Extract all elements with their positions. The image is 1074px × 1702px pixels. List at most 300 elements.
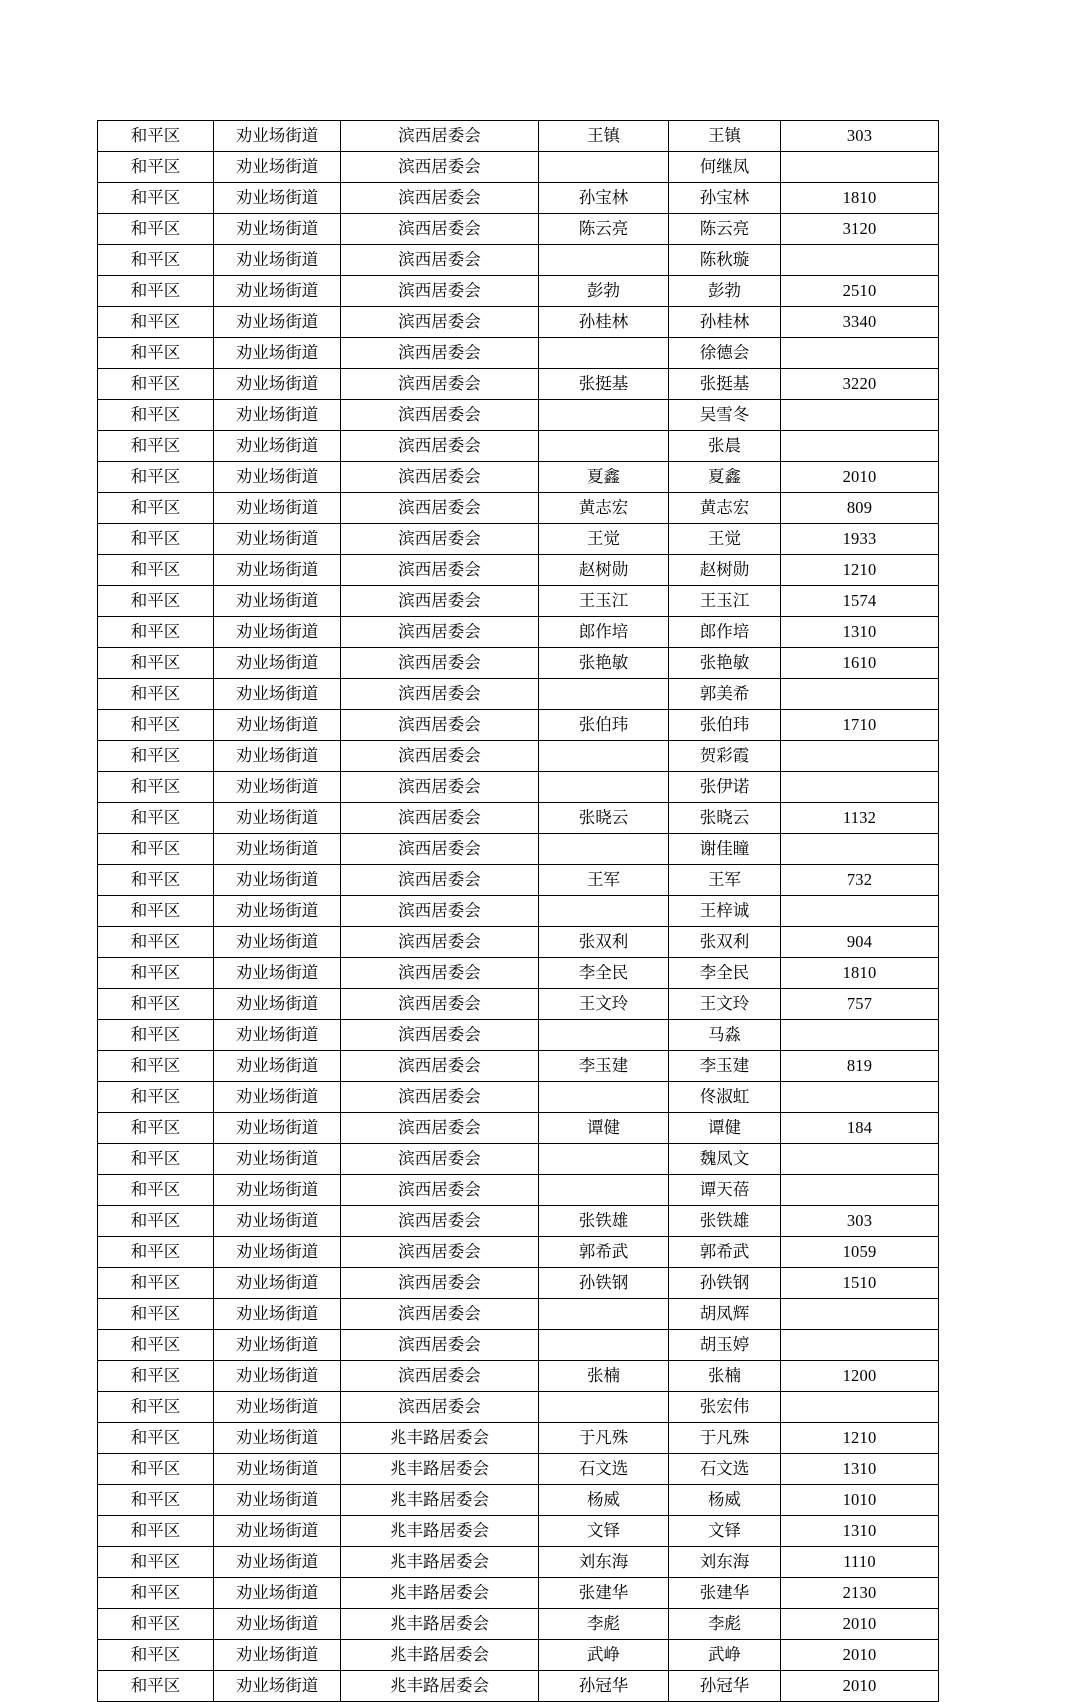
- cell-street: 劝业场街道: [214, 1113, 341, 1144]
- cell-committee: 滨西居委会: [341, 1144, 539, 1175]
- cell-district: 和平区: [98, 493, 214, 524]
- cell-amount: 1010: [781, 1485, 939, 1516]
- cell-district: 和平区: [98, 1020, 214, 1051]
- cell-name-a: 张伯玮: [539, 710, 669, 741]
- cell-name-a: 孙宝林: [539, 183, 669, 214]
- cell-district: 和平区: [98, 1113, 214, 1144]
- cell-name-a: 赵树勋: [539, 555, 669, 586]
- cell-committee: 滨西居委会: [341, 307, 539, 338]
- cell-district: 和平区: [98, 1423, 214, 1454]
- cell-amount: [781, 1144, 939, 1175]
- table-row: [98, 1454, 939, 1485]
- cell-name-a: 郎作培: [539, 617, 669, 648]
- cell-name-b: 孙冠华: [669, 1671, 781, 1702]
- cell-name-a: 李玉建: [539, 1051, 669, 1082]
- cell-name-a: 孙桂林: [539, 307, 669, 338]
- cell-amount: 1574: [781, 586, 939, 617]
- table-row: [98, 989, 939, 1020]
- cell-district: 和平区: [98, 1547, 214, 1578]
- cell-committee: 滨西居委会: [341, 865, 539, 896]
- cell-street: 劝业场街道: [214, 617, 341, 648]
- cell-street: 劝业场街道: [214, 1206, 341, 1237]
- cell-district: 和平区: [98, 276, 214, 307]
- cell-district: 和平区: [98, 1175, 214, 1206]
- table-row: [98, 834, 939, 865]
- cell-name-a: 李全民: [539, 958, 669, 989]
- cell-committee: 滨西居委会: [341, 493, 539, 524]
- cell-district: 和平区: [98, 803, 214, 834]
- cell-name-a: [539, 679, 669, 710]
- cell-committee: 滨西居委会: [341, 245, 539, 276]
- cell-amount: 1310: [781, 1454, 939, 1485]
- cell-amount: 2010: [781, 1671, 939, 1702]
- table-row: [98, 1299, 939, 1330]
- cell-amount: 3340: [781, 307, 939, 338]
- cell-district: 和平区: [98, 1082, 214, 1113]
- cell-amount: [781, 338, 939, 369]
- table-row: [98, 1392, 939, 1423]
- cell-amount: 2010: [781, 1640, 939, 1671]
- table-row: [98, 896, 939, 927]
- table-row: [98, 462, 939, 493]
- cell-committee: 滨西居委会: [341, 896, 539, 927]
- cell-name-a: 武峥: [539, 1640, 669, 1671]
- cell-name-b: 胡玉婷: [669, 1330, 781, 1361]
- cell-amount: 1210: [781, 555, 939, 586]
- table-row: [98, 369, 939, 400]
- cell-amount: [781, 1082, 939, 1113]
- cell-amount: [781, 1299, 939, 1330]
- cell-name-a: [539, 1175, 669, 1206]
- cell-committee: 滨西居委会: [341, 927, 539, 958]
- cell-amount: 904: [781, 927, 939, 958]
- cell-name-b: 夏鑫: [669, 462, 781, 493]
- cell-name-a: 李彪: [539, 1609, 669, 1640]
- cell-amount: 1933: [781, 524, 939, 555]
- cell-street: 劝业场街道: [214, 865, 341, 896]
- cell-name-a: 陈云亮: [539, 214, 669, 245]
- cell-name-b: 谭健: [669, 1113, 781, 1144]
- table-row: [98, 1206, 939, 1237]
- cell-name-a: 郭希武: [539, 1237, 669, 1268]
- cell-amount: 809: [781, 493, 939, 524]
- table-row: [98, 1547, 939, 1578]
- cell-committee: 滨西居委会: [341, 1206, 539, 1237]
- cell-amount: [781, 741, 939, 772]
- cell-amount: [781, 1020, 939, 1051]
- cell-amount: 1200: [781, 1361, 939, 1392]
- cell-amount: [781, 1175, 939, 1206]
- cell-name-a: 王镇: [539, 121, 669, 152]
- cell-street: 劝业场街道: [214, 586, 341, 617]
- cell-name-a: [539, 1082, 669, 1113]
- table-body: [98, 121, 939, 1702]
- cell-district: 和平区: [98, 555, 214, 586]
- cell-name-a: 张艳敏: [539, 648, 669, 679]
- cell-name-b: 孙桂林: [669, 307, 781, 338]
- cell-name-a: [539, 1020, 669, 1051]
- cell-committee: 滨西居委会: [341, 1113, 539, 1144]
- cell-district: 和平区: [98, 338, 214, 369]
- cell-street: 劝业场街道: [214, 1175, 341, 1206]
- cell-name-b: 武峥: [669, 1640, 781, 1671]
- cell-committee: 滨西居委会: [341, 1268, 539, 1299]
- cell-district: 和平区: [98, 586, 214, 617]
- cell-amount: [781, 1392, 939, 1423]
- cell-district: 和平区: [98, 400, 214, 431]
- cell-name-b: 张晨: [669, 431, 781, 462]
- cell-name-a: 张晓云: [539, 803, 669, 834]
- cell-district: 和平区: [98, 958, 214, 989]
- cell-committee: 兆丰路居委会: [341, 1547, 539, 1578]
- cell-district: 和平区: [98, 369, 214, 400]
- cell-amount: 3220: [781, 369, 939, 400]
- cell-street: 劝业场街道: [214, 1237, 341, 1268]
- cell-district: 和平区: [98, 1206, 214, 1237]
- cell-name-a: [539, 245, 669, 276]
- cell-committee: 兆丰路居委会: [341, 1640, 539, 1671]
- cell-district: 和平区: [98, 121, 214, 152]
- cell-name-b: 李彪: [669, 1609, 781, 1640]
- cell-committee: 滨西居委会: [341, 617, 539, 648]
- cell-name-b: 谭天蓓: [669, 1175, 781, 1206]
- cell-name-a: [539, 1144, 669, 1175]
- cell-committee: 滨西居委会: [341, 1237, 539, 1268]
- cell-district: 和平区: [98, 1640, 214, 1671]
- cell-name-b: 于凡殊: [669, 1423, 781, 1454]
- cell-district: 和平区: [98, 1237, 214, 1268]
- cell-name-a: 孙铁钢: [539, 1268, 669, 1299]
- table-row: [98, 121, 939, 152]
- cell-name-b: 马淼: [669, 1020, 781, 1051]
- cell-street: 劝业场街道: [214, 1020, 341, 1051]
- cell-name-a: 王军: [539, 865, 669, 896]
- cell-street: 劝业场街道: [214, 369, 341, 400]
- cell-name-a: 石文选: [539, 1454, 669, 1485]
- cell-name-a: [539, 1392, 669, 1423]
- cell-district: 和平区: [98, 1671, 214, 1702]
- cell-name-a: [539, 400, 669, 431]
- cell-street: 劝业场街道: [214, 338, 341, 369]
- table-row: [98, 493, 939, 524]
- cell-amount: 1610: [781, 648, 939, 679]
- cell-name-b: 李玉建: [669, 1051, 781, 1082]
- cell-committee: 滨西居委会: [341, 710, 539, 741]
- cell-amount: 2010: [781, 462, 939, 493]
- cell-street: 劝业场街道: [214, 1609, 341, 1640]
- cell-name-b: 陈云亮: [669, 214, 781, 245]
- cell-street: 劝业场街道: [214, 276, 341, 307]
- cell-street: 劝业场街道: [214, 307, 341, 338]
- cell-name-b: 王玉江: [669, 586, 781, 617]
- cell-name-a: 王觉: [539, 524, 669, 555]
- cell-committee: 滨西居委会: [341, 183, 539, 214]
- cell-district: 和平区: [98, 927, 214, 958]
- cell-street: 劝业场街道: [214, 152, 341, 183]
- table-row: [98, 1609, 939, 1640]
- cell-street: 劝业场街道: [214, 1671, 341, 1702]
- cell-district: 和平区: [98, 865, 214, 896]
- cell-name-a: 刘东海: [539, 1547, 669, 1578]
- cell-street: 劝业场街道: [214, 524, 341, 555]
- cell-name-a: [539, 896, 669, 927]
- cell-district: 和平区: [98, 1485, 214, 1516]
- cell-name-b: 张铁雄: [669, 1206, 781, 1237]
- cell-street: 劝业场街道: [214, 214, 341, 245]
- table-row: [98, 1082, 939, 1113]
- cell-amount: 1110: [781, 1547, 939, 1578]
- cell-street: 劝业场街道: [214, 834, 341, 865]
- cell-street: 劝业场街道: [214, 989, 341, 1020]
- cell-name-b: 石文选: [669, 1454, 781, 1485]
- table-row: [98, 1268, 939, 1299]
- cell-name-b: 佟淑虹: [669, 1082, 781, 1113]
- cell-street: 劝业场街道: [214, 245, 341, 276]
- table-row: [98, 1237, 939, 1268]
- cell-district: 和平区: [98, 896, 214, 927]
- cell-committee: 滨西居委会: [341, 1082, 539, 1113]
- cell-amount: 184: [781, 1113, 939, 1144]
- cell-committee: 滨西居委会: [341, 338, 539, 369]
- cell-amount: 1132: [781, 803, 939, 834]
- cell-committee: 滨西居委会: [341, 803, 539, 834]
- cell-name-b: 张双利: [669, 927, 781, 958]
- cell-amount: [781, 400, 939, 431]
- cell-district: 和平区: [98, 1392, 214, 1423]
- cell-name-a: 王玉江: [539, 586, 669, 617]
- cell-name-a: [539, 1299, 669, 1330]
- cell-amount: 732: [781, 865, 939, 896]
- table-row: [98, 152, 939, 183]
- cell-street: 劝业场街道: [214, 710, 341, 741]
- cell-street: 劝业场街道: [214, 493, 341, 524]
- cell-name-b: 贺彩霞: [669, 741, 781, 772]
- table-row: [98, 400, 939, 431]
- table-row: [98, 1578, 939, 1609]
- cell-district: 和平区: [98, 648, 214, 679]
- table-row: [98, 617, 939, 648]
- cell-amount: 1310: [781, 617, 939, 648]
- cell-committee: 滨西居委会: [341, 772, 539, 803]
- cell-name-a: [539, 834, 669, 865]
- cell-amount: 757: [781, 989, 939, 1020]
- cell-name-b: 徐德会: [669, 338, 781, 369]
- cell-street: 劝业场街道: [214, 555, 341, 586]
- cell-committee: 滨西居委会: [341, 586, 539, 617]
- table-row: [98, 214, 939, 245]
- cell-amount: 1810: [781, 183, 939, 214]
- cell-name-b: 李全民: [669, 958, 781, 989]
- table-row: [98, 524, 939, 555]
- cell-name-b: 刘东海: [669, 1547, 781, 1578]
- cell-street: 劝业场街道: [214, 1082, 341, 1113]
- table-row: [98, 431, 939, 462]
- cell-street: 劝业场街道: [214, 1547, 341, 1578]
- cell-amount: 2510: [781, 276, 939, 307]
- cell-amount: 3120: [781, 214, 939, 245]
- cell-district: 和平区: [98, 710, 214, 741]
- table-row: [98, 1516, 939, 1547]
- cell-name-b: 郎作培: [669, 617, 781, 648]
- table-row: [98, 865, 939, 896]
- cell-district: 和平区: [98, 1330, 214, 1361]
- cell-name-a: [539, 431, 669, 462]
- table-row: [98, 803, 939, 834]
- cell-name-a: [539, 772, 669, 803]
- table-row: [98, 586, 939, 617]
- cell-committee: 滨西居委会: [341, 1020, 539, 1051]
- cell-committee: 滨西居委会: [341, 989, 539, 1020]
- cell-committee: 滨西居委会: [341, 1051, 539, 1082]
- cell-committee: 滨西居委会: [341, 276, 539, 307]
- cell-district: 和平区: [98, 1361, 214, 1392]
- cell-name-b: 张建华: [669, 1578, 781, 1609]
- table-row: [98, 183, 939, 214]
- cell-district: 和平区: [98, 1454, 214, 1485]
- cell-district: 和平区: [98, 1578, 214, 1609]
- table-row: [98, 338, 939, 369]
- cell-name-b: 彭勃: [669, 276, 781, 307]
- cell-district: 和平区: [98, 741, 214, 772]
- cell-street: 劝业场街道: [214, 431, 341, 462]
- cell-name-a: 杨威: [539, 1485, 669, 1516]
- cell-amount: [781, 772, 939, 803]
- cell-district: 和平区: [98, 989, 214, 1020]
- table-row: [98, 772, 939, 803]
- cell-district: 和平区: [98, 1144, 214, 1175]
- cell-district: 和平区: [98, 245, 214, 276]
- cell-name-b: 胡凤辉: [669, 1299, 781, 1330]
- cell-committee: 滨西居委会: [341, 369, 539, 400]
- cell-name-b: 郭希武: [669, 1237, 781, 1268]
- cell-committee: 滨西居委会: [341, 400, 539, 431]
- table-row: [98, 958, 939, 989]
- cell-name-b: 郭美希: [669, 679, 781, 710]
- cell-street: 劝业场街道: [214, 896, 341, 927]
- cell-amount: 1510: [781, 1268, 939, 1299]
- cell-district: 和平区: [98, 834, 214, 865]
- cell-street: 劝业场街道: [214, 1454, 341, 1485]
- cell-committee: 滨西居委会: [341, 431, 539, 462]
- cell-committee: 滨西居委会: [341, 1392, 539, 1423]
- table-row: [98, 1485, 939, 1516]
- cell-amount: 1210: [781, 1423, 939, 1454]
- cell-street: 劝业场街道: [214, 803, 341, 834]
- table-container: [97, 120, 938, 1702]
- table-row: [98, 927, 939, 958]
- cell-amount: [781, 679, 939, 710]
- cell-name-b: 黄志宏: [669, 493, 781, 524]
- table-row: [98, 741, 939, 772]
- cell-name-b: 张楠: [669, 1361, 781, 1392]
- cell-street: 劝业场街道: [214, 679, 341, 710]
- cell-name-a: [539, 1330, 669, 1361]
- cell-committee: 滨西居委会: [341, 834, 539, 865]
- cell-street: 劝业场街道: [214, 1640, 341, 1671]
- cell-committee: 滨西居委会: [341, 1175, 539, 1206]
- cell-district: 和平区: [98, 1609, 214, 1640]
- table-row: [98, 1361, 939, 1392]
- table-row: [98, 679, 939, 710]
- cell-name-a: 张挺基: [539, 369, 669, 400]
- cell-name-b: 张艳敏: [669, 648, 781, 679]
- cell-committee: 滨西居委会: [341, 741, 539, 772]
- cell-district: 和平区: [98, 1516, 214, 1547]
- cell-committee: 滨西居委会: [341, 152, 539, 183]
- cell-name-a: 谭健: [539, 1113, 669, 1144]
- cell-street: 劝业场街道: [214, 400, 341, 431]
- cell-name-b: 王镇: [669, 121, 781, 152]
- cell-amount: [781, 431, 939, 462]
- cell-district: 和平区: [98, 617, 214, 648]
- table-row: [98, 245, 939, 276]
- cell-name-a: 张建华: [539, 1578, 669, 1609]
- cell-name-a: 黄志宏: [539, 493, 669, 524]
- cell-committee: 兆丰路居委会: [341, 1516, 539, 1547]
- table-row: [98, 1113, 939, 1144]
- table-row: [98, 307, 939, 338]
- table-row: [98, 1175, 939, 1206]
- cell-street: 劝业场街道: [214, 958, 341, 989]
- cell-name-b: 谢佳瞳: [669, 834, 781, 865]
- cell-name-b: 张挺基: [669, 369, 781, 400]
- cell-street: 劝业场街道: [214, 1361, 341, 1392]
- cell-name-b: 王觉: [669, 524, 781, 555]
- cell-amount: 1059: [781, 1237, 939, 1268]
- cell-committee: 兆丰路居委会: [341, 1454, 539, 1485]
- cell-name-b: 王军: [669, 865, 781, 896]
- cell-amount: 303: [781, 121, 939, 152]
- cell-district: 和平区: [98, 462, 214, 493]
- table-row: [98, 710, 939, 741]
- cell-name-b: 王文玲: [669, 989, 781, 1020]
- table-row: [98, 1423, 939, 1454]
- cell-street: 劝业场街道: [214, 741, 341, 772]
- cell-committee: 滨西居委会: [341, 679, 539, 710]
- cell-street: 劝业场街道: [214, 1144, 341, 1175]
- cell-street: 劝业场街道: [214, 462, 341, 493]
- cell-street: 劝业场街道: [214, 1268, 341, 1299]
- cell-amount: [781, 245, 939, 276]
- cell-amount: [781, 834, 939, 865]
- cell-name-b: 王梓诚: [669, 896, 781, 927]
- cell-street: 劝业场街道: [214, 1299, 341, 1330]
- cell-name-a: 王文玲: [539, 989, 669, 1020]
- cell-district: 和平区: [98, 307, 214, 338]
- cell-street: 劝业场街道: [214, 1578, 341, 1609]
- cell-committee: 滨西居委会: [341, 648, 539, 679]
- records-table: [97, 120, 939, 1702]
- cell-name-b: 魏凤文: [669, 1144, 781, 1175]
- cell-name-a: 孙冠华: [539, 1671, 669, 1702]
- cell-name-b: 张晓云: [669, 803, 781, 834]
- table-row: [98, 555, 939, 586]
- table-row: [98, 1020, 939, 1051]
- cell-name-a: 张楠: [539, 1361, 669, 1392]
- cell-amount: [781, 896, 939, 927]
- cell-committee: 滨西居委会: [341, 214, 539, 245]
- cell-street: 劝业场街道: [214, 1392, 341, 1423]
- cell-amount: 2130: [781, 1578, 939, 1609]
- table-row: [98, 1051, 939, 1082]
- cell-name-a: 文铎: [539, 1516, 669, 1547]
- table-row: [98, 1671, 939, 1702]
- cell-name-b: 张宏伟: [669, 1392, 781, 1423]
- cell-amount: 819: [781, 1051, 939, 1082]
- cell-name-b: 陈秋璇: [669, 245, 781, 276]
- cell-name-a: [539, 152, 669, 183]
- cell-committee: 滨西居委会: [341, 1330, 539, 1361]
